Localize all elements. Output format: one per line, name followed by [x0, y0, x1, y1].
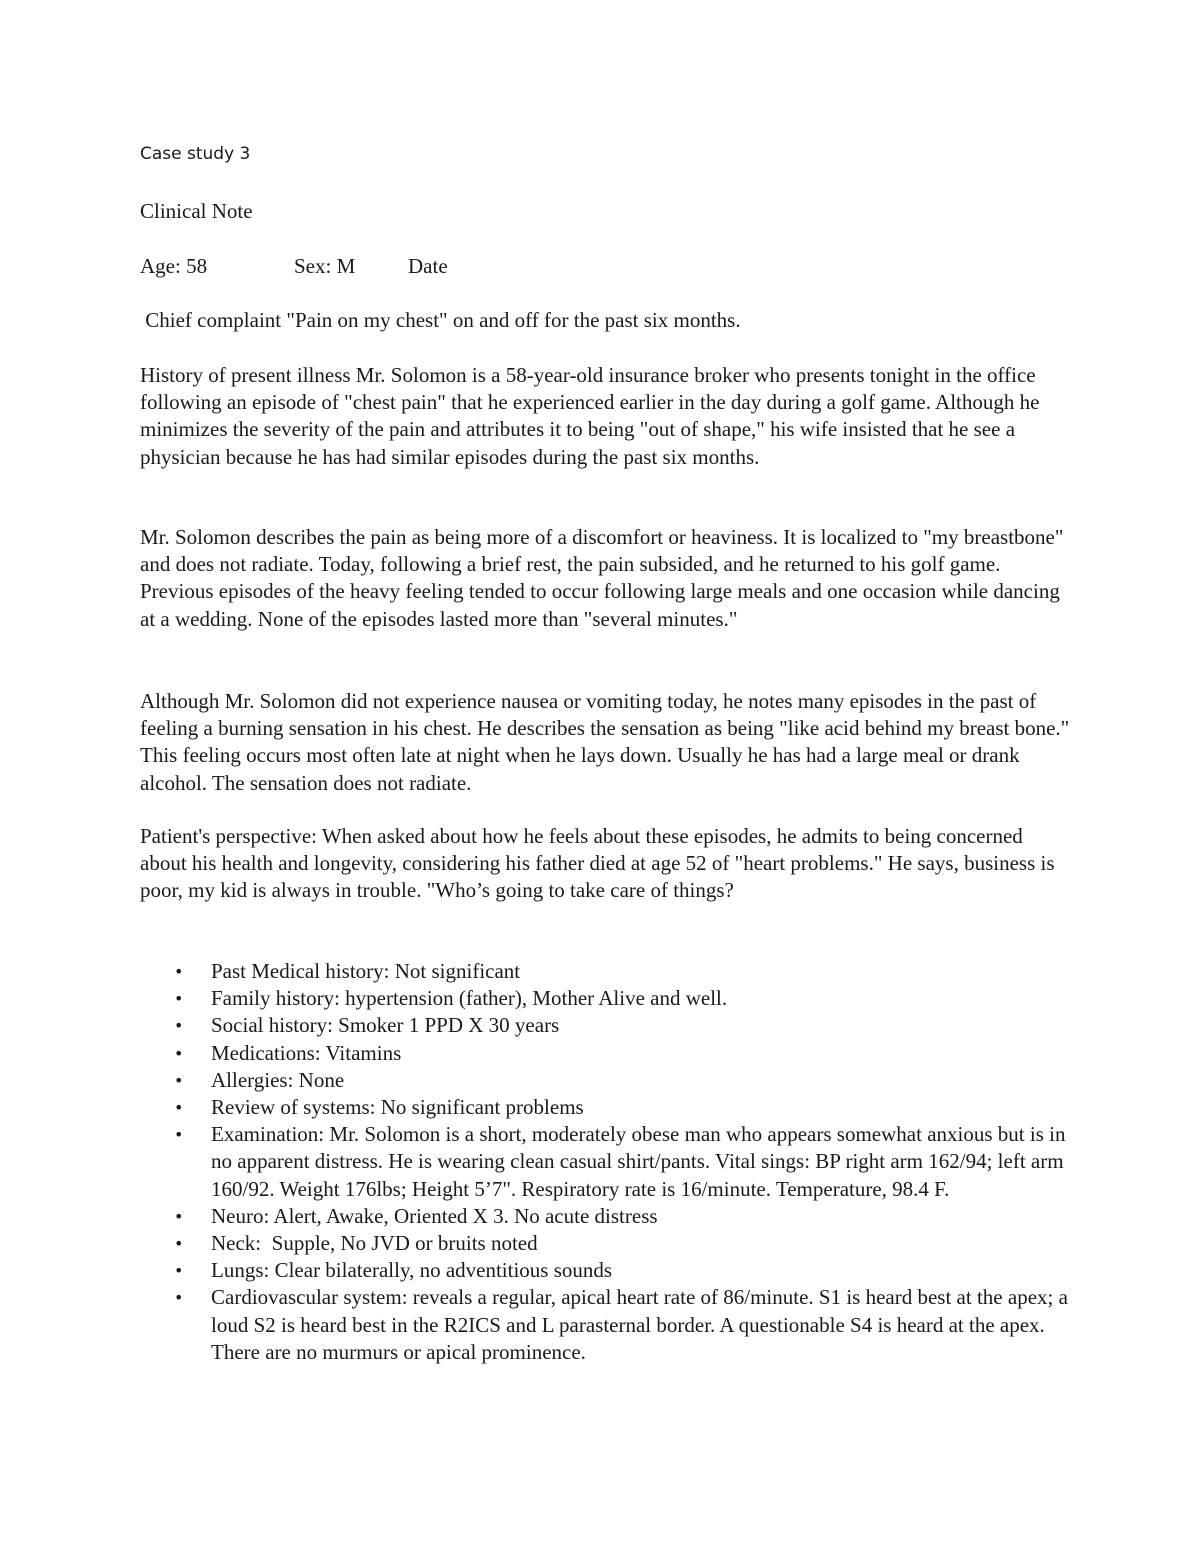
- age-field: Age: 58: [140, 254, 208, 278]
- list-item: [140, 1284, 1070, 1366]
- list-item: [140, 1012, 1070, 1039]
- bullet-icon: •: [174, 1125, 184, 1145]
- bullet-icon: •: [174, 962, 184, 981]
- chief-complaint: Chief complaint "Pain on my chest" on and off for the past six months.: [140, 308, 741, 332]
- list-item: [140, 1203, 1070, 1230]
- sex-field: Sex: M: [294, 254, 356, 278]
- list-item: [140, 1094, 1070, 1121]
- list-item-text: Neck: Supple, No JVD or bruits noted: [211, 1231, 538, 1256]
- list-item-text: Allergies: None: [211, 1067, 345, 1092]
- pain-description-paragraph: Mr. Solomon describes the pain as being more of a discomfort or heaviness. It is localized to "my breastbone" and does not radiate. Today, following a brief rest, the pain subsided, and he returned to his golf game. Previous episodes of the heavy feeling tended to occur following large meals and one occasion while dancing at a wedding. None of the episodes lasted more than "several minutes.": [140, 525, 1064, 631]
- list-item: [140, 1121, 1070, 1203]
- patient-perspective-paragraph: Patient's perspective: When asked about how he feels about these episodes, he admits to being concerned about his health and longevity, considering his father died at age 52 of "heart problems." He says, business is poor, my kid is always in trouble. "Who’s going to take care of things?: [140, 824, 1055, 903]
- list-item: [140, 958, 1070, 985]
- list-item-text: Lungs: Clear bilaterally, no adventitious sounds: [211, 1258, 613, 1283]
- list-item-text: Social history: Smoker 1 PPD X 30 years: [211, 1013, 560, 1038]
- demographics-line: [140, 253, 448, 280]
- list-item: [140, 1257, 1070, 1284]
- list-item: [140, 1040, 1070, 1067]
- findings-list: [140, 958, 1070, 1366]
- list-item-text: Medications: Vitamins: [211, 1040, 402, 1065]
- bullet-icon: •: [174, 1261, 184, 1281]
- bullet-icon: •: [174, 1070, 184, 1090]
- history-present-illness-paragraph: History of present illness Mr. Solomon is a 58-year-old insurance broker who presents tonight in the office following an episode of "chest pain" that he experienced earlier in the day during a golf game. Although he minimizes the severity of the pain and attributes it to being "out of shape," his wife insisted that he see a physician because he has had similar episodes during the past six months.: [140, 363, 1040, 469]
- bullet-icon: •: [174, 1043, 184, 1063]
- bullet-icon: •: [174, 1098, 184, 1118]
- bullet-icon: •: [174, 1016, 184, 1036]
- bullet-icon: •: [174, 989, 184, 1009]
- bullet-icon: •: [174, 1288, 184, 1308]
- bullet-icon: •: [174, 1234, 184, 1254]
- list-item-text: Neuro: Alert, Awake, Oriented X 3. No acute distress: [211, 1203, 658, 1228]
- list-item: [140, 985, 1070, 1012]
- list-item-text: Family history: hypertension (father), Mother Alive and well.: [211, 986, 728, 1011]
- list-item: [140, 1067, 1070, 1094]
- list-item-text: Past Medical history: Not significant: [211, 959, 521, 983]
- burning-sensation-paragraph: Although Mr. Solomon did not experience nausea or vomiting today, he notes many episodes in the past of feeling a burning sensation in his chest. He describes the sensation as being "like acid behind my breast bone." This feeling occurs most often late at night when he lays down. Usually he has had a large meal or drank alcohol. The sensation does not radiate.: [140, 689, 1070, 795]
- list-item: [140, 1230, 1070, 1257]
- list-item-text: Examination: Mr. Solomon is a short, moderately obese man who appears somewhat anxious but is in no apparent distress. He is wearing clean casual shirt/pants. Vital sings: BP right arm 162/94; left arm 160/92. Weight 176lbs; Height 5’7". Respiratory rate is 16/minute. Temperature, 98.4 F.: [211, 1122, 1066, 1201]
- list-item-text: Cardiovascular system: reveals a regular, apical heart rate of 86/minute. S1 is heard best at the apex; a loud S2 is heard best in the R2ICS and L parasternal border. A questionable S4 is heard at the apex. There are no murmurs or apical prominence.: [211, 1285, 1068, 1364]
- list-item-text: Review of systems: No significant problems: [211, 1095, 584, 1120]
- bullet-icon: •: [174, 1206, 184, 1226]
- document-title: Clinical Note: [140, 199, 253, 223]
- date-field: Date: [408, 254, 448, 278]
- case-study-label: Case study 3: [140, 144, 251, 164]
